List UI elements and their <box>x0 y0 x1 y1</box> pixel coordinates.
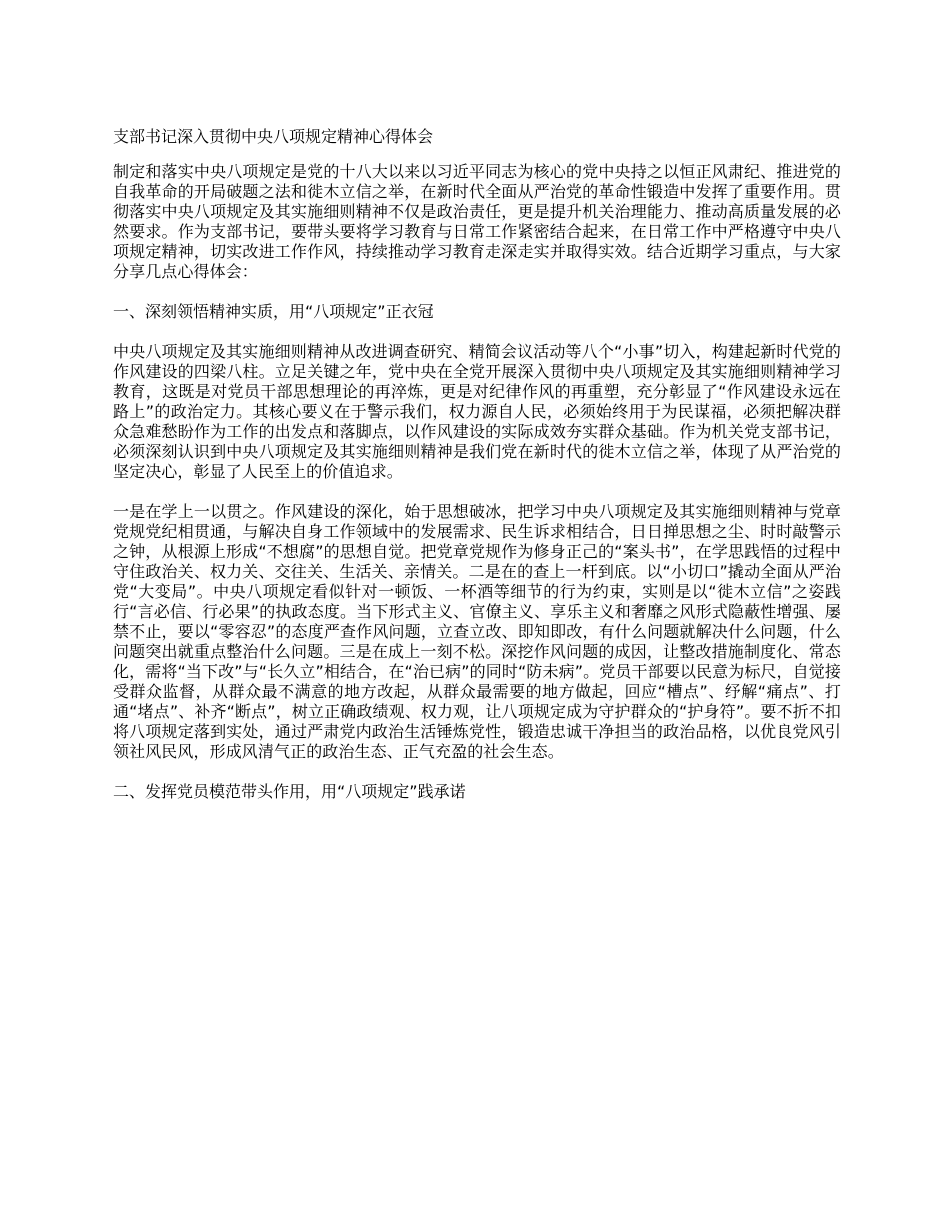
section1-paragraph-1: 中央八项规定及其实施细则精神从改进调查研究、精简会议活动等八个“小事”切入，构建起新时代党的作风建设的四梁八柱。立足关键之年，党中央在全党开展深入贯彻中央八项规定及其实施细则精神学习教育，这既是对党员干部思想理论的再淬炼，更是对纪律作风的再重塑，充分彰显了“作风建设永远在路上”的政治定力。其核心要义在于警示我们，权力源自人民，必须始终用于为民谋福，必须把解决群众急难愁盼作为工作的出发点和落脚点，以作风建设的实际成效夯实群众基础。作为机关党支部书记，必须深刻认识到中央八项规定及其实施细则精神是我们党在新时代的徙木立信之举，体现了从严治党的坚定决心，彰显了人民至上的价值追求。 <box>113 342 841 481</box>
document-title: 支部书记深入贯彻中央八项规定精神心得体会 <box>113 127 434 146</box>
intro-paragraph: 制定和落实中央八项规定是党的十八大以来以习近平同志为核心的党中央持之以恒正风肃纪、推进党的自我革命的开局破题之法和徙木立信之举，在新时代全面从严治党的革命性锻造中发挥了重要作用。贯彻落实中央八项规定及其实施细则精神不仅是政治责任，更是提升机关治理能力、推动高质量发展的必然要求。作为支部书记，要带头要将学习教育与日常工作紧密结合起来，在日常工作中严格遵守中央八项规定精神，切实改进工作作风，持续推动学习教育走深走实并取得实效。结合近期学习重点，与大家分享几点心得体会： <box>113 162 841 281</box>
section-heading-1: 一、深刻领悟精神实质，用“八项规定”正衣冠 <box>113 302 434 321</box>
section-heading-2: 二、发挥党员模范带头作用，用“八项规定”践承诺 <box>113 782 466 801</box>
section1-paragraph-2: 一是在学上一以贯之。作风建设的深化，始于思想破冰，把学习中央八项规定及其实施细则精神与党章党规党纪相贯通，与解决自身工作领域中的发展需求、民生诉求相结合，日日掸思想之尘、时时敲警示之钟，从根源上形成“不想腐”的思想自觉。把党章党规作为修身正己的“案头书”，在学思践悟的过程中守住政治关、权力关、交往关、生活关、亲情关。二是在的查上一杆到底。以“小切口”撬动全面从严治党“大变局”。中央八项规定看似针对一顿饭、一杯酒等细节的行为约束，实则是以“徙木立信”之姿践行“言必信、行必果”的执政态度。当下形式主义、官僚主义、享乐主义和奢靡之风形式隐蔽性增强、屡禁不止，要以“零容忍”的态度严查作风问题，立查立改、即知即改，有什么问题就解决什么问题，什么问题突出就重点整治什么问题。三是在成上一刻不松。深挖作风问题的成因，让整改措施制度化、常态化，需将“当下改”与“长久立”相结合，在“治已病”的同时“防未病”。党员干部要以民意为标尺，自觉接受群众监督，从群众最不满意的地方改起，从群众最需要的地方做起，回应“槽点”、纾解“痛点”、打通“堵点”、补齐“断点”，树立正确政绩观、权力观，让八项规定成为守护群众的“护身符”。要不折不扣将八项规定落到实处，通过严肃党内政治生活锤炼党性，锻造忠诚干净担当的政治品格，以优良党风引领社风民风，形成风清气正的政治生态、正气充盈的社会生态。 <box>113 502 841 761</box>
document-page <box>113 127 841 822</box>
